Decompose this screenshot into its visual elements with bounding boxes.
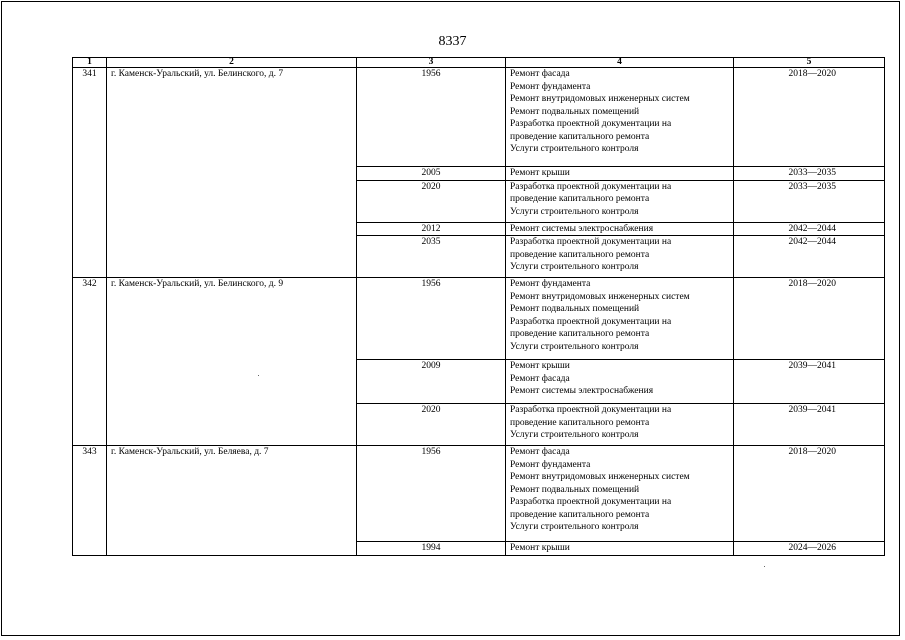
repair-period: 2042—2044 <box>734 236 885 278</box>
work-item: Ремонт системы электроснабжения <box>510 386 654 396</box>
works-list <box>506 236 734 278</box>
repair-period: 2039—2041 <box>734 360 885 404</box>
work-item: проведение капитального ремонта <box>510 194 650 204</box>
work-item: проведение капитального ремонта <box>510 131 650 142</box>
repair-period: 2039—2041 <box>734 404 885 446</box>
house-address: г. Каменск-Уральский, ул. Беляева, д. 7 <box>107 446 357 556</box>
works-list <box>506 68 734 167</box>
commissioning-year: 2005 <box>357 167 506 181</box>
scan-speck <box>258 375 259 376</box>
house-number: 341 <box>73 68 107 278</box>
page-number: 8337 <box>438 34 467 49</box>
work-item: Ремонт подвальных помещений <box>510 304 640 314</box>
work-item: Услуги строительного контроля <box>510 430 639 440</box>
repair-period: 2024—2026 <box>734 542 885 556</box>
repair-period: 2042—2044 <box>734 222 885 236</box>
col-header-1: 1 <box>73 58 107 68</box>
commissioning-year: 1994 <box>357 542 506 556</box>
work-item: Ремонт системы электроснабжения <box>510 223 654 234</box>
work-item: Разработка проектной документации на <box>510 237 672 247</box>
works-list <box>506 278 734 360</box>
works-list <box>506 542 734 556</box>
work-item: Ремонт фундамента <box>510 81 591 92</box>
house-number: 343 <box>73 446 107 556</box>
work-item: Услуги строительного контроля <box>510 206 639 217</box>
house-number: 342 <box>73 278 107 446</box>
commissioning-year: 1956 <box>357 278 506 360</box>
table-row <box>73 68 885 167</box>
work-item: проведение капитального ремонта <box>510 509 650 520</box>
work-item: Ремонт подвальных помещений <box>510 484 640 495</box>
work-item: Ремонт фасада <box>510 373 570 384</box>
col-header-4: 4 <box>506 58 734 68</box>
works-list <box>506 404 734 446</box>
works-list <box>506 360 734 404</box>
work-item: Ремонт подвальных помещений <box>510 106 640 117</box>
commissioning-year: 1956 <box>357 68 506 167</box>
work-item: Ремонт фасада <box>510 69 570 79</box>
repair-period: 2033—2035 <box>734 180 885 222</box>
work-item: проведение капитального ремонта <box>510 329 650 339</box>
work-item: Услуги строительного контроля <box>510 262 639 272</box>
work-item: Ремонт крыши <box>510 168 570 178</box>
work-item: Разработка проектной документации на <box>510 119 672 129</box>
work-item: Ремонт внутридомовых инженерных систем <box>510 94 690 104</box>
repair-period: 2033—2035 <box>734 167 885 181</box>
commissioning-year: 2035 <box>357 236 506 278</box>
house-address: г. Каменск-Уральский, ул. Белинского, д. 7 <box>107 68 357 278</box>
scan-speck <box>764 566 765 567</box>
repair-period: 2018—2020 <box>734 278 885 360</box>
work-item: Разработка проектной документации на <box>510 316 672 327</box>
works-list <box>506 180 734 222</box>
repair-period: 2018—2020 <box>734 446 885 542</box>
work-item: Ремонт фундамента <box>510 279 591 289</box>
col-header-5: 5 <box>734 58 885 68</box>
work-item: Ремонт фасада <box>510 447 570 457</box>
commissioning-year: 2009 <box>357 360 506 404</box>
commissioning-year: 2012 <box>357 222 506 236</box>
commissioning-year: 2020 <box>357 404 506 446</box>
works-list <box>506 446 734 542</box>
work-item: Разработка проектной документации на <box>510 181 672 192</box>
work-item: Ремонт крыши <box>510 361 570 371</box>
works-list <box>506 222 734 236</box>
repair-schedule-table <box>72 57 885 556</box>
work-item: Разработка проектной документации на <box>510 497 672 507</box>
work-item: Ремонт фундамента <box>510 459 591 470</box>
commissioning-year: 2020 <box>357 180 506 222</box>
work-item: Услуги строительного контроля <box>510 144 639 154</box>
col-header-3: 3 <box>357 58 506 68</box>
work-item: Ремонт крыши <box>510 543 570 553</box>
repair-period: 2018—2020 <box>734 68 885 167</box>
table-row <box>73 446 885 542</box>
work-item: Услуги строительного контроля <box>510 522 639 532</box>
work-item: Услуги строительного контроля <box>510 341 639 352</box>
work-item: проведение капитального ремонта <box>510 417 650 428</box>
work-item: Разработка проектной документации на <box>510 405 672 415</box>
work-item: Ремонт внутридомовых инженерных систем <box>510 472 690 482</box>
work-item: Ремонт внутридомовых инженерных систем <box>510 291 690 302</box>
works-list <box>506 167 734 181</box>
col-header-2: 2 <box>107 58 357 68</box>
commissioning-year: 1956 <box>357 446 506 542</box>
header-row <box>73 58 885 68</box>
work-item: проведение капитального ремонта <box>510 249 650 260</box>
table-row <box>73 278 885 360</box>
house-address: г. Каменск-Уральский, ул. Белинского, д. 9 <box>107 278 357 446</box>
